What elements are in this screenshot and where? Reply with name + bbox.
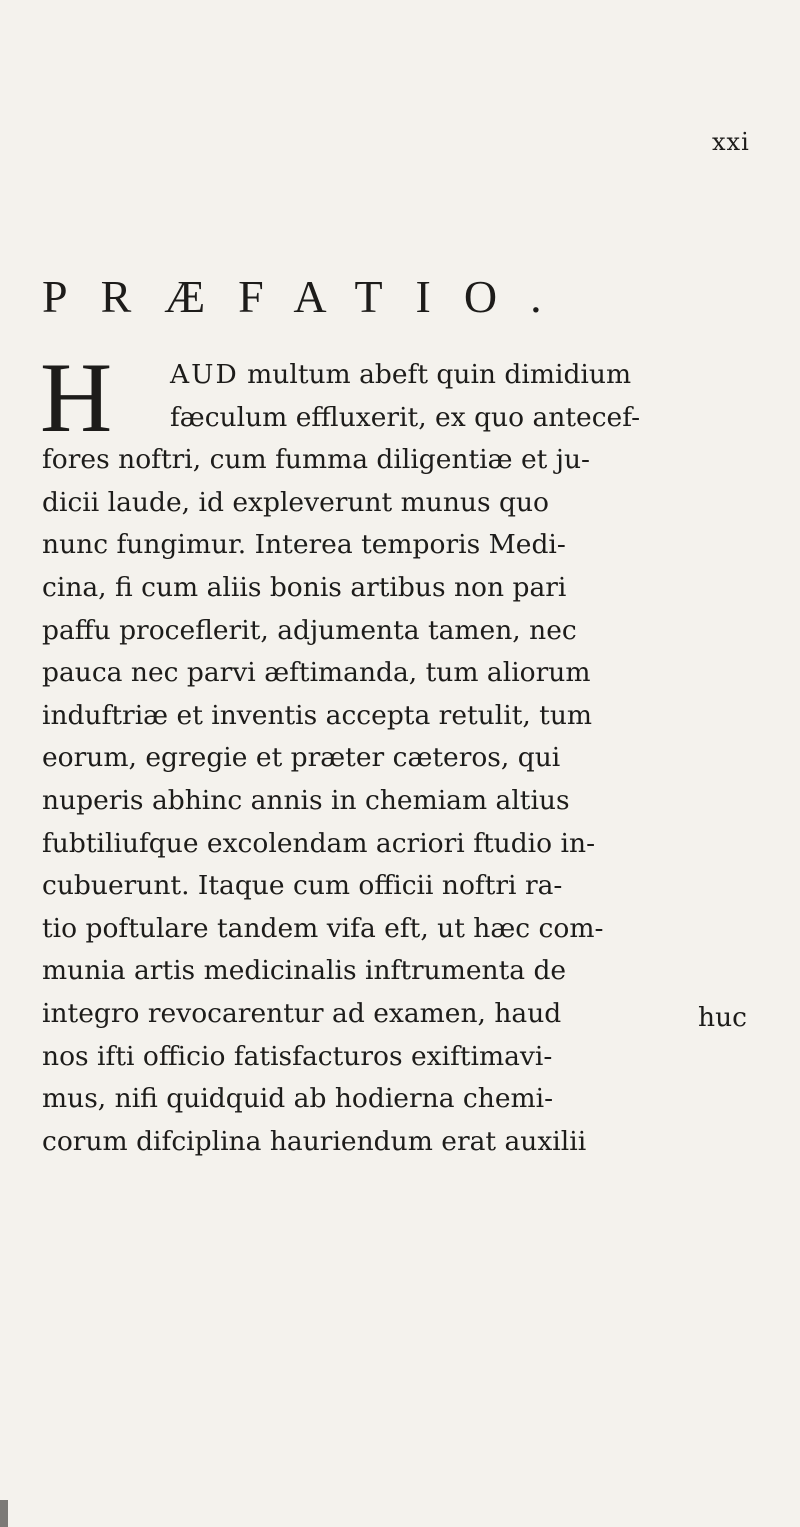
text-line: corum difciplina hauriendum erat auxilii <box>42 1125 587 1157</box>
text-line: pauca nec parvi æftimanda, tum aliorum <box>42 657 591 689</box>
text-line <box>170 354 762 397</box>
catchword: huc <box>698 1002 747 1033</box>
text-line: nuperis abhinc annis in chemiam altius <box>42 784 570 816</box>
page-number: xxi <box>712 128 750 156</box>
text-line: eorum, egregie et præter cæteros, qui <box>42 742 561 774</box>
opening-lines <box>40 342 762 453</box>
text-line: tio poftulare tandem vifa eft, ut hæc com- <box>42 912 604 944</box>
text-line: integro revocarentur ad examen, haud <box>42 997 562 1029</box>
text-line: cina, fi cum aliis bonis artibus non pari <box>42 571 567 603</box>
opening-word-tail: AUD <box>170 359 239 390</box>
text-line: mus, nifi quidquid ab hodierna chemi- <box>42 1083 554 1115</box>
opening-line-rest: multum abeft quin dimidium <box>238 359 632 390</box>
text-line: fubtiliufque excolendam acriori ftudio in- <box>42 827 596 859</box>
text-line: fæculum effluxerit, ex quo antecef- <box>170 401 641 433</box>
text-line: dicii laude, id expleverunt munus quo <box>42 486 549 518</box>
drop-cap-letter: H <box>40 342 113 453</box>
body-text <box>40 342 762 1163</box>
page-heading: PRÆFATIO. <box>42 271 575 322</box>
text-line: paffu proceflerit, adjumenta tamen, nec <box>42 614 577 646</box>
text-line: nunc fungimur. Interea temporis Medi- <box>42 529 566 561</box>
text-line: munia artis medicinalis inftrumenta de <box>42 955 567 987</box>
text-line: induftriæ et inventis accepta retulit, tum <box>42 699 593 731</box>
text-line: fores noftri, cum fumma diligentiæ et ju- <box>42 444 590 476</box>
text-line: nos ifti officio fatisfacturos exiftimavi- <box>42 1040 553 1072</box>
page-edge-shadow <box>0 1500 8 1527</box>
text-line: cubuerunt. Itaque cum officii noftri ra- <box>42 870 563 902</box>
